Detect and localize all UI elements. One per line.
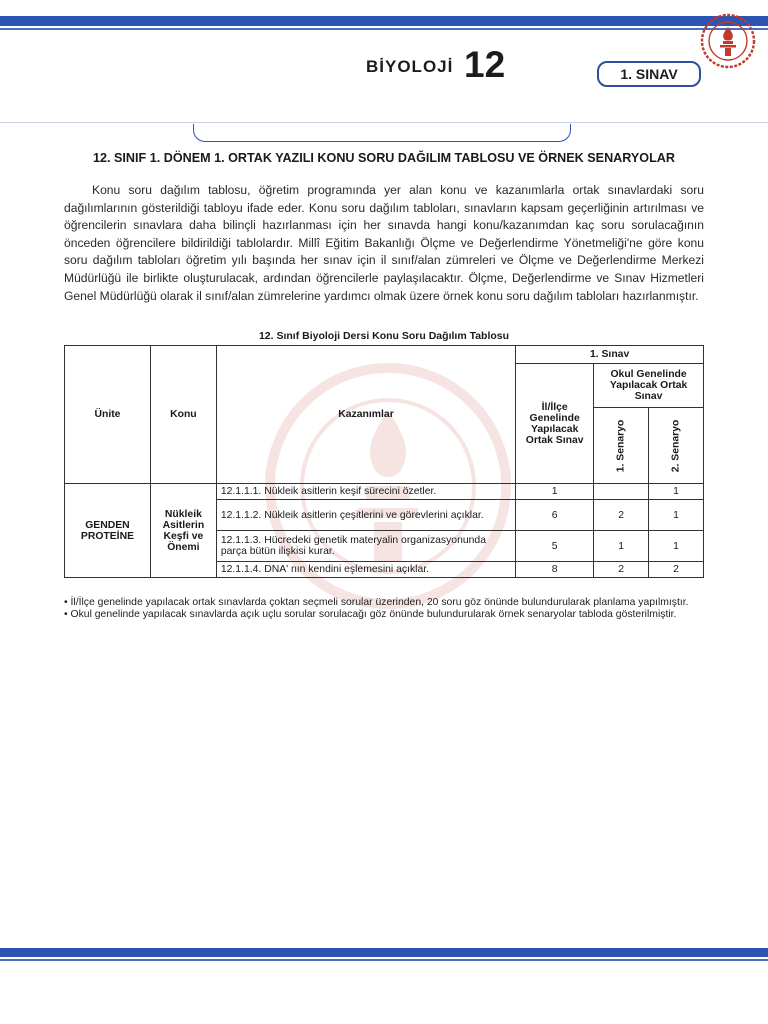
header-okul: Okul Genelinde Yapılacak Ortak Sınav <box>594 364 704 408</box>
topic-cell: Nükleik Asitlerin Keşfi ve Önemi <box>150 484 216 578</box>
footnote: • Okul genelinde yapılacak sınavlarda açık uçlu sorular sorulacağı göz önünde bulundurularak örnek senaryolar tabloda gösterilmiştir. <box>64 609 677 621</box>
header-senaryo-1 <box>594 408 649 484</box>
il-ilce-cell: 8 <box>516 562 594 578</box>
document-title: 12. SINIF 1. DÖNEM 1. ORTAK YAZILI KONU SORU DAĞILIM TABLOSU VE ÖRNEK SENARYOLAR <box>93 151 675 165</box>
header-konu: Konu <box>150 346 216 484</box>
kazanim-cell: 12.1.1.2. Nükleik asitlerin çeşitlerini ve görevlerini açıklar. <box>216 500 515 531</box>
il-ilce-cell: 1 <box>516 484 594 500</box>
footnote: • İl/İlçe genelinde yapılacak ortak sınavlarda çoktan seçmeli sorular üzerinden, 20 soru göz önünde bulundurularak planlama yapılmıştır. <box>64 597 689 608</box>
header-senaryo-2 <box>649 408 704 484</box>
subject-title: BİYOLOJİ <box>366 57 454 76</box>
senaryo-1-cell: 2 <box>594 500 649 531</box>
header-kazanimlar: Kazanımlar <box>216 346 515 484</box>
distribution-table <box>64 345 704 578</box>
unit-cell: GENDEN PROTEİNE <box>65 484 151 578</box>
senaryo-2-cell: 1 <box>649 531 704 562</box>
top-stripe <box>0 16 768 26</box>
kazanim-cell: 12.1.1.3. Hücredeki genetik materyalin organizasyonunda parça bütün ilişkisi kurar. <box>216 531 515 562</box>
header-divider <box>0 122 768 123</box>
bottom-stripe <box>0 948 768 957</box>
header-unite: Ünite <box>65 346 151 484</box>
header-bracket <box>193 124 571 142</box>
grade-number: 12 <box>464 44 506 85</box>
bottom-stripe-thin <box>0 959 768 961</box>
senaryo-1-label: 1. Senaryo <box>615 419 627 472</box>
senaryo-1-cell: 1 <box>594 531 649 562</box>
kazanim-cell: 12.1.1.4. DNA' nın kendini eşlemesini açıklar. <box>216 562 515 578</box>
senaryo-2-cell: 1 <box>649 500 704 531</box>
ministry-seal-icon <box>700 13 756 69</box>
senaryo-1-cell: 2 <box>594 562 649 578</box>
kazanim-cell: 12.1.1.1. Nükleik asitlerin keşif sürecini özetler. <box>216 484 515 500</box>
header-il-ilce: İl/İlçe Genelinde Yapılacak Ortak Sınav <box>516 364 594 484</box>
header-sinav: 1. Sınav <box>516 346 704 364</box>
table-row <box>65 484 704 500</box>
table-caption: 12. Sınıf Biyoloji Dersi Konu Soru Dağılım Tablosu <box>258 330 510 342</box>
intro-paragraph: Konu soru dağılım tablosu, öğretim programında yer alan konu ve kazanımlarla ortak sınavlardaki soru dağılımlarının gösterildiği tabloyu ifade eder. Konu soru dağılım tabloları, sınavların kapsam geçerliğinin artırılması ve öğrencilerin sınavlara daha bilinçli hazırlanması için her sınavda hangi konu/kazanımdan kaç soru sorulacağının önceden öğrencilere bildirildiği tablolardır. Millî Eğitim Bakanlığı Ölçme ve Değerlendirme Yönetmeliği'ne göre konu soru dağılım tabloları öğretim yılı başında her sınav için il sınıf/alan zümreleri ve Ölçme ve Değerlendirme Merkezi Müdürlüğü ile birlikte oluşturulacak, ardından öğrencilerle paylaşılacaktır. Ölçme, Değerlendirme ve Sınav Hizmetleri Genel Müdürlüğü olarak il sınıf/alan zümrelerine yardımcı olmak üzere örnek konu soru dağılım tabloları hazırlanmıştır. <box>64 183 704 303</box>
il-ilce-cell: 6 <box>516 500 594 531</box>
top-stripe-thin <box>0 28 768 30</box>
exam-tab: 1. SINAV <box>597 61 701 87</box>
senaryo-2-cell: 1 <box>649 484 704 500</box>
senaryo-2-label: 2. Senaryo <box>670 419 682 472</box>
il-ilce-cell: 5 <box>516 531 594 562</box>
senaryo-2-cell: 2 <box>649 562 704 578</box>
footnotes <box>64 597 714 622</box>
senaryo-1-cell <box>594 484 649 500</box>
